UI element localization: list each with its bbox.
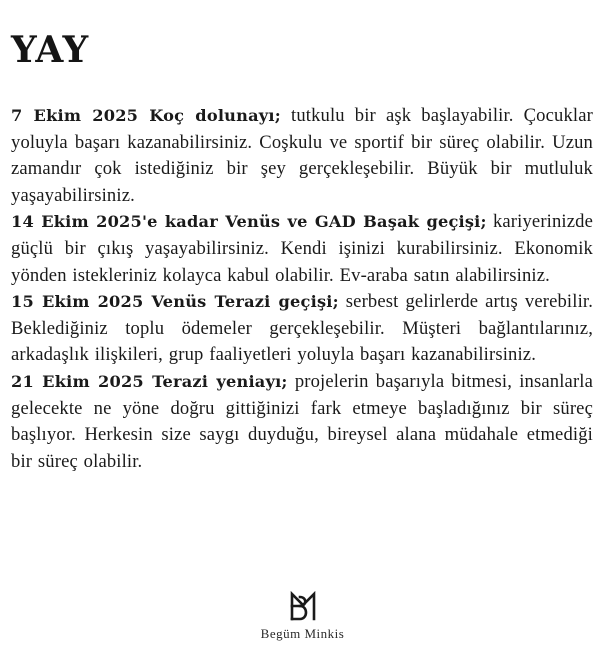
forecast-entry [11, 209, 593, 289]
forecast-entry-heading: 21 Ekim 2025 Terazi yeniayı; [11, 371, 288, 391]
forecast-entry-heading: 14 Ekim 2025'e kadar Venüs ve GAD Başak geçişi; [11, 212, 487, 232]
page-title: YAY [11, 29, 90, 71]
forecast-entry-text: tutkulu bir aşk başlayabilir. Çocuklar yoluyla başarı kazanabilirsiniz. Coşkulu ve sportif bir süreç olabilir. Uzun zamandır çok istediğiniz bir şey gerçekleşebilir. Büyük bir mutluluk yaşayabilirsiniz. [11, 105, 593, 206]
forecast-entry-heading: 7 Ekim 2025 Koç dolunayı; [11, 106, 281, 125]
forecast-entry-text: serbest gelirlerde artış verebilir. Beklediğiniz toplu ödemeler gerçekleşebilir. Müşteri bağlantılarınız, arkadaşlık ilişkileri, grup faaliyetleri yoluyla başarı kazanabilirsiniz. [11, 291, 593, 366]
forecast-content [11, 103, 593, 475]
forecast-entry-text: kariyerinizde güçlü bir çıkış yaşayabilirsiniz. Kendi işinizi kurabilirsiniz. Ekonomik yönden istekleriniz kolayca kabul olabilir. Ev-araba satın alabilirsiniz. [11, 211, 593, 286]
forecast-entry [11, 369, 593, 475]
forecast-entry-heading: 15 Ekim 2025 Venüs Terazi geçişi; [11, 292, 339, 312]
forecast-entry [11, 289, 593, 369]
author-signature: Begüm Minkis [260, 626, 345, 641]
forecast-entry-text: projelerin başarıyla bitmesi, insanlarla gelecekte ne yöne doğru gittiğinizi fark etmeye başladığınız bir süreç başlıyor. Herkesin size saygı duyduğu, bireysel alana müdahale etmediği bir süreç olabilir. [11, 370, 594, 472]
bm-monogram-logo-icon [288, 590, 318, 622]
forecast-entry [11, 103, 593, 209]
footer [0, 590, 605, 642]
